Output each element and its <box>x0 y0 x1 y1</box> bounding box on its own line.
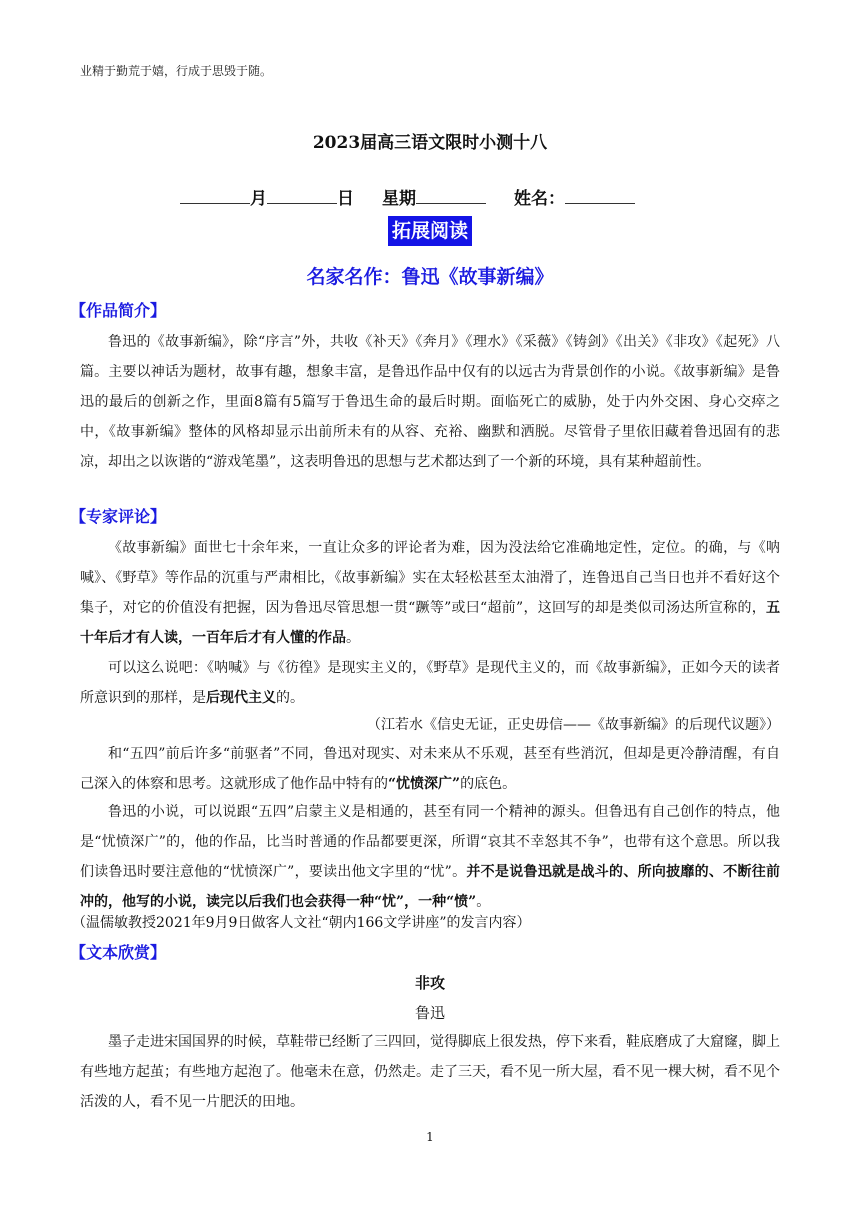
page-number: 1 <box>426 1130 434 1144</box>
month-blank[interactable] <box>180 185 250 204</box>
intro-paragraph: 鲁迅的《故事新编》，除“序言”外，共收《补天》《奔月》《理水》《采薇》《铸剑》《出关》《非攻》《起死》八篇。主要以神话为题材，故事有趣，想象丰富，是鲁迅作品中仅有的以远古为背景创作的小说。《故事新编》是鲁迅的最后的创新之作，里面8篇有5篇写于鲁迅生命的最后时期。面临死亡的威胁，处于内外交困、身心交瘁之中，《故事新编》整体的风格却显示出前所未有的从容、充裕、幽默和洒脱。尽管骨子里依旧藏着鲁迅固有的悲凉，却出之以诙谐的“游戏笔墨”，这表明鲁迅的思想与艺术都达到了一个新的环境，具有某种超前性。 <box>80 334 780 470</box>
expert-p2-end: 的。 <box>276 690 304 706</box>
expert-p4-bold: 并不是说鲁迅就是战斗的、所向披靡的、不断往前冲的，他写的小说，读完以后我们也会获得一种“忧”，一种“愤” <box>80 864 781 910</box>
expert-p4-text: 鲁迅的小说，可以说跟“五四”启蒙主义是相通的，甚至有同一个精神的源头。但鲁迅有自己创作的特点，他是“忧愤深广”的，他的作品，比当时普通的作品都要更深，所谓“哀其不幸怒其不争”，也带有这个意思。所以我们读鲁迅时要注意他的“忧愤深广”，要读出他文字里的“忧”。 <box>80 804 780 880</box>
expert-p1-end: 。 <box>346 630 360 646</box>
document-title: 2023届高三语文限时小测十八 <box>312 133 548 153</box>
day-blank[interactable] <box>267 185 337 204</box>
expert-paragraph-4 <box>80 797 780 917</box>
expert-p2-bold: 后现代主义 <box>206 690 276 706</box>
extended-reading-badge: 拓展阅读 <box>388 216 472 246</box>
expert-paragraph-1 <box>80 533 780 653</box>
expert-heading: 【专家评论】 <box>70 507 167 526</box>
header-motto: 业精于勤荒于嬉，行成于思毁于随。 <box>80 64 273 78</box>
expert-citation: （江若水《信史无证，正史毋信——《故事新编》的后现代议题》） <box>367 717 780 733</box>
story-paragraph: 墨子走进宋国国界的时候，草鞋带已经断了三四回，觉得脚底上很发热，停下来看，鞋底磨成了大窟窿，脚上有些地方起茧；有些地方起泡了。他毫未在意，仍然走。走了三天，看不见一所大屋，看不见一棵大树，看不见个活泼的人，看不见一片肥沃的田地。 <box>80 1034 780 1110</box>
weekday-label: 星期 <box>382 189 416 209</box>
expert-p1-text: 《故事新编》面世七十余年来，一直让众多的评论者为难，因为没法给它准确地定性，定位。的确，与《呐喊》、《野草》等作品的沉重与严肃相比，《故事新编》实在太轻松甚至太油滑了，连鲁迅自己当日也并不看好这个集子，对它的价值没有把握，因为鲁迅尽管思想一贯“蹶等”或曰“超前”，这回写的却是类似司汤达所宣称的， <box>80 540 780 616</box>
section-subtitle: 名家名作：鲁迅《故事新编》 <box>306 266 554 288</box>
intro-heading: 【作品简介】 <box>70 301 167 320</box>
expert-p4-end: 。 <box>476 894 491 910</box>
date-line <box>180 184 635 209</box>
expert-p3-text: 和“五四”前后许多“前驱者”不同，鲁迅对现实、对未来从不乐观，甚至有些消沉，但却是更冷静清醒，有自己深入的体察和思考。这就形成了他作品中特有的 <box>80 746 780 792</box>
expert-paragraph-3 <box>80 739 780 799</box>
day-label: 日 <box>337 189 354 209</box>
weekday-blank[interactable] <box>416 185 486 204</box>
expert-note: （温儒敏教授2021年9月9日做客人文社“朝内166文学讲座”的发言内容） <box>72 915 531 931</box>
name-label: 姓名： <box>514 189 565 209</box>
name-blank[interactable] <box>565 185 635 204</box>
month-label: 月 <box>250 189 267 209</box>
expert-paragraph-2 <box>80 653 780 713</box>
story-title: 非攻 <box>414 974 445 992</box>
expert-p1-bold: 五十年后才有人读，一百年后才有人懂的作品 <box>80 600 780 646</box>
expert-p2-text: 可以这么说吧：《呐喊》与《彷徨》是现实主义的，《野草》是现代主义的，而《故事新编》，正如今天的读者所意识到的那样，是 <box>80 660 780 706</box>
appreciation-heading: 【文本欣赏】 <box>70 943 167 962</box>
story-author: 鲁迅 <box>414 1004 445 1022</box>
expert-p3-end: 的底色。 <box>460 776 517 792</box>
expert-p3-bold: “忧愤深广” <box>388 776 461 792</box>
